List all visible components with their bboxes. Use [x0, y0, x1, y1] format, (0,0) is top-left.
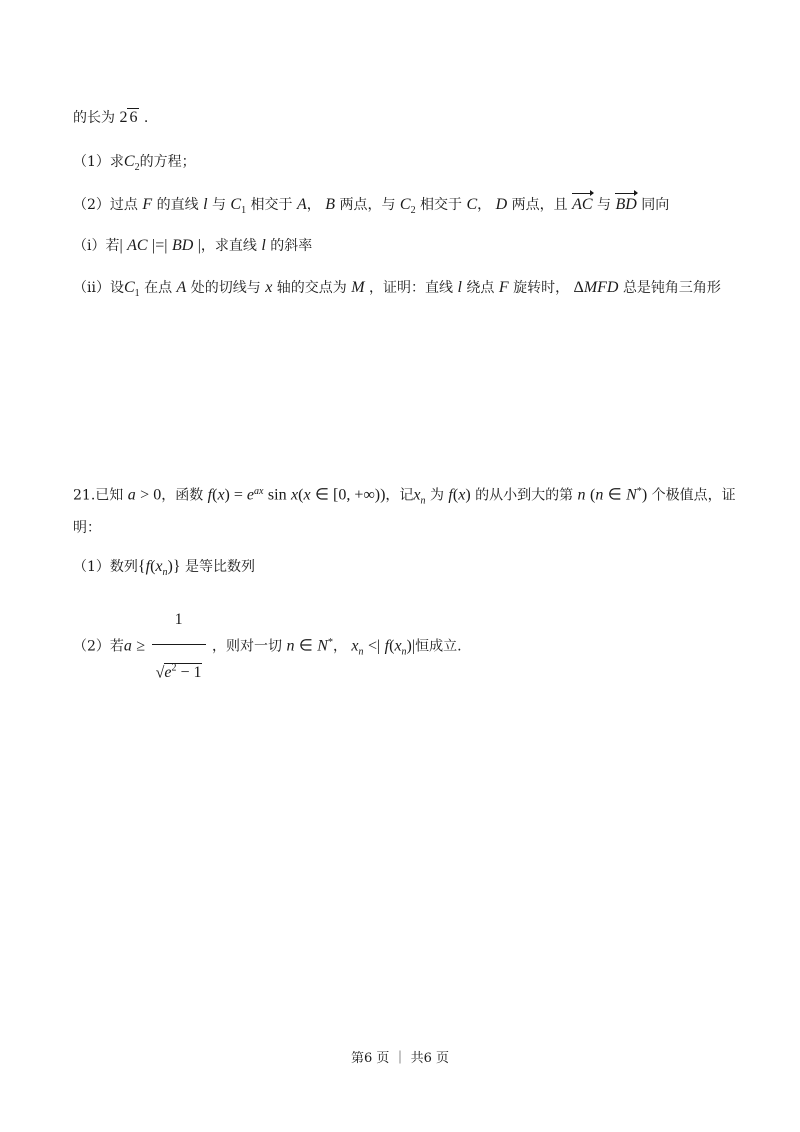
question-21-part-2: （2）若a ≥ $\frac{1}{√e^2 - 1}$ ，则对一切 n ∈ N*， $x_n$ <| $f(x_n)|$恒成立. [73, 598, 462, 695]
question-21-part-1: （1）数列$\{f(x_n)\}$ 是等比数列 [73, 558, 255, 578]
question-part-2i: （ⅰ）若| AC |=| BD |，求直线 l 的斜率 [73, 237, 313, 254]
question-21-cont: 明： [73, 520, 101, 536]
question-part-2ii: （ⅱ）设$C_1$ 在点 A 处的切线与 x 轴的交点为 M ，证明：直线 l 绕点 F 旋转时， ΔMFD 总是钝角三角形 [73, 279, 721, 299]
question-part-2: （2）过点 F 的直线 l 与 $C_1$ 相交于 A， B 两点，与 $C_2$ 相交于 C， D 两点，且 AC 与 BD 同向 [73, 196, 670, 216]
line-length: 的长为 2 6 . [73, 109, 149, 126]
fraction: $\frac{1}{√e^2 - 1}$ [152, 598, 206, 695]
page-footer: 第6 页 ｜ 共6 页 [350, 1051, 450, 1066]
question-21: 21.已知 a > 0，函数 $f(x) = e^{ax}$ sin x(x ∈ [0, +∞))，记$x_n$ 为 f(x) 的从小到大的第 n (n ∈ N*) 个极值点，证 [73, 486, 736, 507]
question-part-1: （1）求$C_2$的方程； [73, 153, 196, 173]
